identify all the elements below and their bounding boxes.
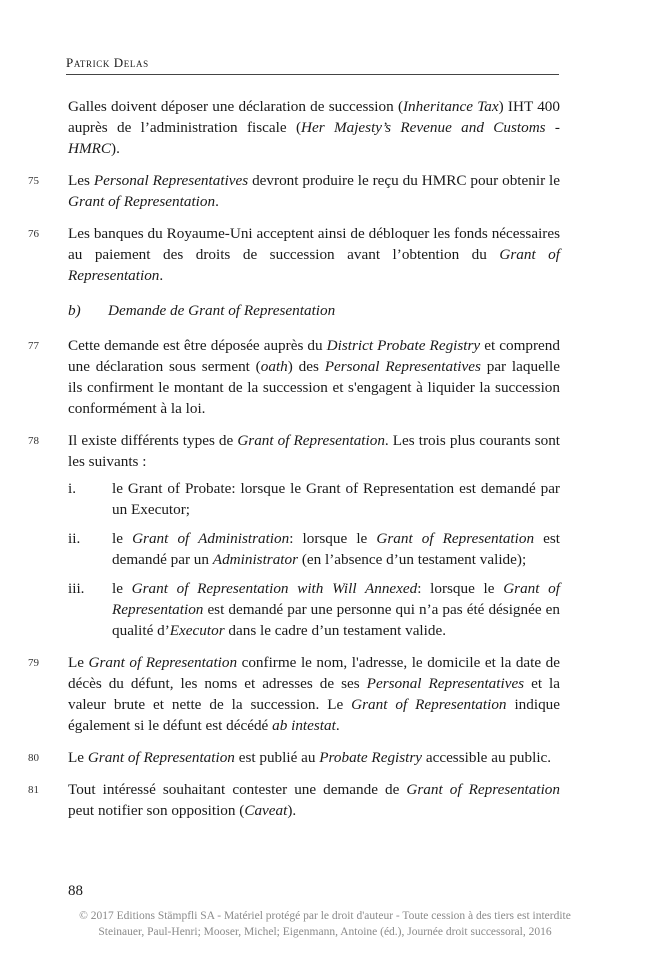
margin-number: 77 [28, 340, 39, 352]
list-item: ii. le Grant of Administration: lorsque le Grant of Representation est demandé par un Administrator (en l’absence d’un testament valide); [68, 530, 561, 568]
paragraph-75: 75 Les Personal Representatives devront produire le reçu du HMRC pour obtenir le Grant of Representation. [28, 172, 560, 210]
paragraph-77: 77 Cette demande est être déposée auprès du District Probate Registry et comprend une déclaration sous serment (oath) des Personal Representatives par laquelle ils confirment le montant de la succession et s'engagent à liquider la succession conformément à la loi. [28, 337, 560, 417]
grant-types-list [68, 478, 560, 641]
margin-number: 75 [28, 175, 39, 187]
margin-number: 79 [28, 657, 39, 669]
margin-number: 81 [28, 784, 39, 796]
page-body [28, 96, 561, 832]
footer-line-1: © 2017 Editions Stämpfli SA - Matériel protégé par le droit d'auteur - Toute cession à des tiers est interdite [79, 910, 571, 922]
header-author: Patrick Delas [66, 55, 149, 70]
page-number: 88 [68, 883, 83, 899]
list-marker: iii. [68, 580, 85, 597]
margin-number: 76 [28, 228, 39, 240]
margin-number: 80 [28, 752, 39, 764]
section-subheading [68, 300, 560, 321]
list-item: i. le Grant of Probate: lorsque le Grant of Representation est demandé par un Executor; [68, 480, 560, 518]
list-item: iii. le Grant of Representation with Will Annexed: lorsque le Grant of Representation est demandé par une personne qui n’a pas été désignée en qualité d’Executor dans le cadre d’un testament valide. [68, 580, 560, 639]
list-marker: ii. [68, 530, 81, 547]
paragraph-76: 76 Les banques du Royaume-Uni acceptent ainsi de débloquer les fonds nécessaires au paiement des droits de succession avant l’obtention du Grant of Representation. [28, 225, 560, 284]
paragraph-79: 79 Le Grant of Representation confirme le nom, l'adresse, le domicile et la date de décès du défunt, les noms et adresses de ses Personal Representatives et la valeur brute et nette de la succession. Le Grant of Representation indique également si le défunt est décédé ab intestat. [28, 654, 561, 734]
list-marker: i. [68, 480, 77, 497]
paragraph-81: 81 Tout intéressé souhaitant contester une demande de Grant of Representation peut notifier son opposition (Caveat). [28, 781, 560, 819]
margin-number: 78 [28, 435, 39, 447]
copyright-footer [0, 908, 650, 940]
running-header [66, 55, 559, 75]
footer-line-2: Steinauer, Paul-Henri; Mooser, Michel; Eigenmann, Antoine (éd.), Journée droit successoral, 2016 [98, 926, 552, 938]
paragraph-78: 78 Il existe différents types de Grant of Representation. Les trois plus courants sont les suivants : [28, 432, 561, 470]
subheading-label: b) [68, 302, 81, 319]
paragraph-80: 80 Le Grant of Representation est publié au Probate Registry accessible au public. [68, 747, 560, 768]
paragraph-continued: Galles doivent déposer une déclaration de succession (Inheritance Tax) IHT 400 auprès de l’administration fiscale (Her Majesty’s Revenue and Customs - HMRC). [68, 98, 560, 157]
subheading-text: Demande de Grant of Representation [108, 302, 336, 319]
